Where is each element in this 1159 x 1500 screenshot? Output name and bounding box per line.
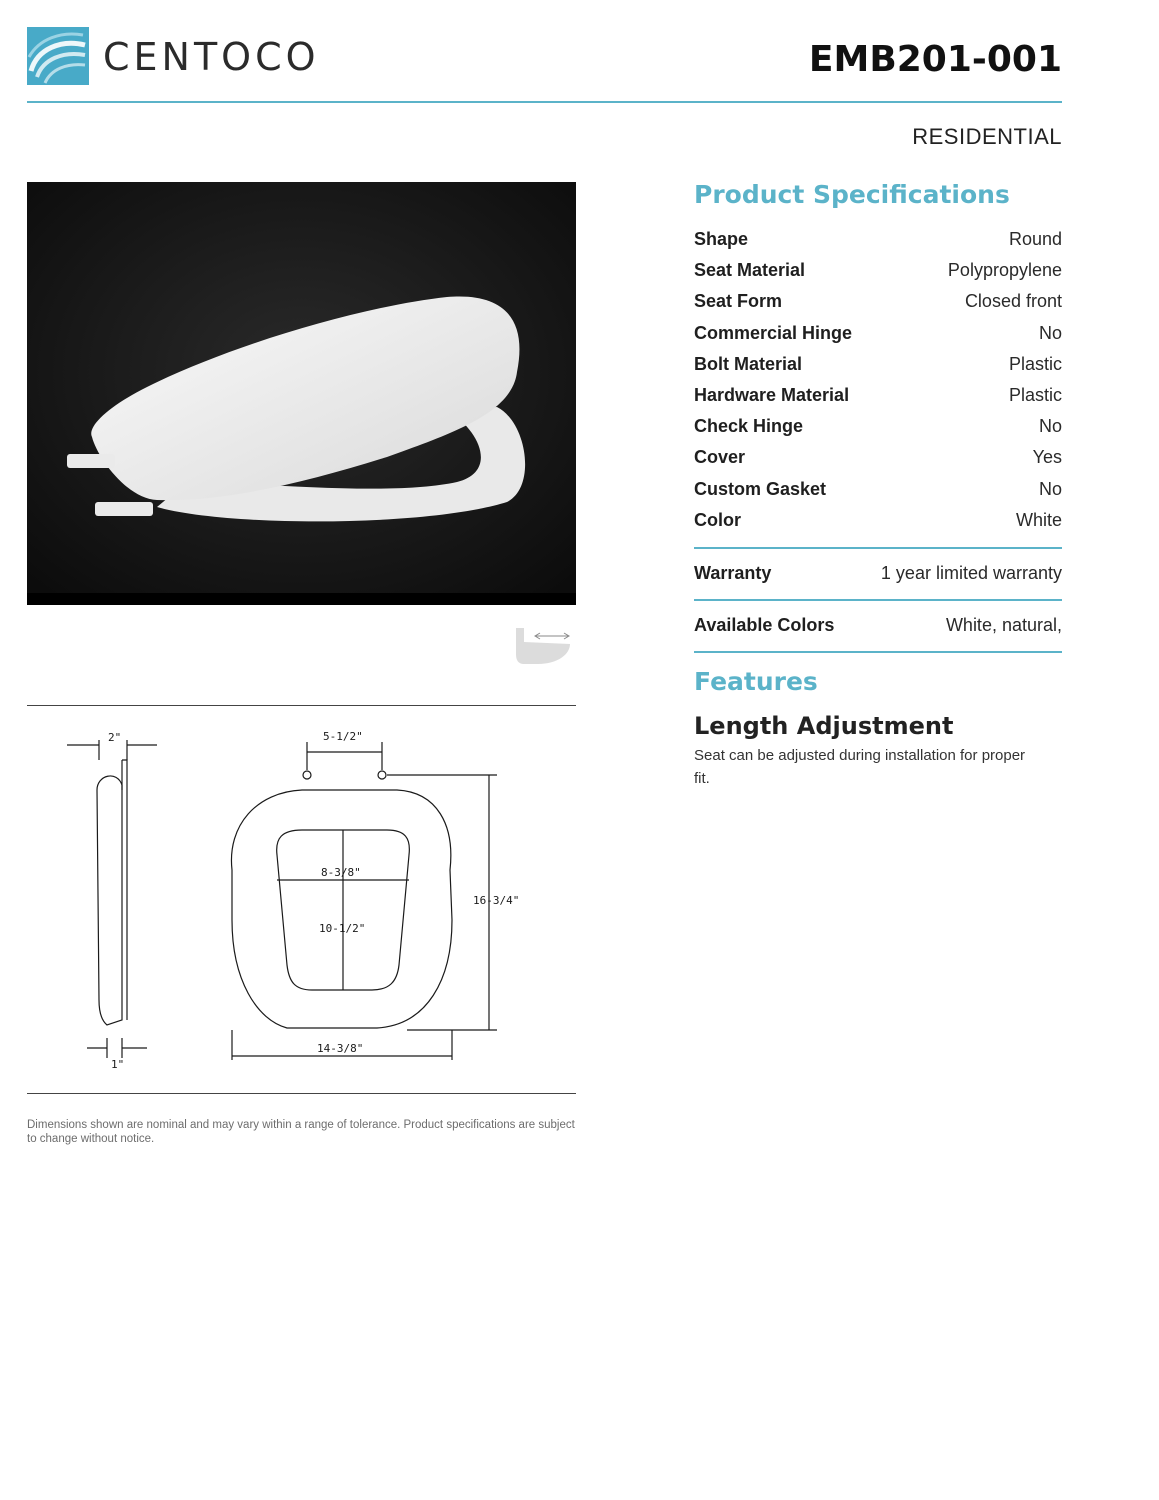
available-colors-label: Available Colors xyxy=(694,615,835,636)
spec-value: Yes xyxy=(1032,447,1062,468)
spec-value: Plastic xyxy=(1008,353,1062,374)
spec-label: Custom Gasket xyxy=(694,478,827,499)
spec-row xyxy=(694,291,1062,322)
specifications-panel xyxy=(694,180,1062,790)
bolt-spacing-label: 5-1/2" xyxy=(323,730,363,743)
spec-value: Round xyxy=(1008,229,1062,249)
feature-heading: Length Adjustment xyxy=(694,711,954,740)
warranty-row xyxy=(694,549,1062,599)
spec-row xyxy=(694,479,1062,510)
spec-list xyxy=(694,229,1062,541)
available-colors-row xyxy=(694,601,1062,651)
spec-row xyxy=(694,323,1062,354)
spec-value: No xyxy=(1038,478,1062,499)
specifications-title: Product Specifications xyxy=(694,180,1010,209)
side-base-label: 1" xyxy=(111,1058,125,1071)
toilet-profile-icon xyxy=(514,624,572,666)
spec-label: Color xyxy=(694,509,741,530)
spec-label: Cover xyxy=(694,447,746,468)
spec-row xyxy=(694,260,1062,291)
product-category: RESIDENTIAL xyxy=(912,124,1062,149)
spec-label: Seat Material xyxy=(694,260,806,281)
spec-row xyxy=(694,385,1062,416)
product-photo xyxy=(27,182,576,605)
overall-width-label: 14-3/8" xyxy=(317,1042,364,1055)
spec-label: Bolt Material xyxy=(694,353,803,374)
spec-label: Shape xyxy=(694,229,749,249)
spec-row xyxy=(694,354,1062,385)
colors-divider xyxy=(694,651,1062,653)
wave-logo-icon xyxy=(27,27,89,85)
disclaimer-text: Dimensions shown are nominal and may vary within a range of tolerance. Product specifications are subject to change without notice. xyxy=(27,1119,575,1145)
page-header xyxy=(27,27,1062,103)
drawing-top-rule xyxy=(27,705,576,706)
spec-row xyxy=(694,447,1062,478)
spec-row xyxy=(694,510,1062,541)
spec-value: Polypropylene xyxy=(947,260,1062,281)
spec-value: Closed front xyxy=(964,291,1062,312)
spec-label: Commercial Hinge xyxy=(694,322,853,343)
spec-value: No xyxy=(1038,322,1062,343)
features-title: Features xyxy=(694,666,818,696)
available-colors-value: White, natural, xyxy=(945,615,1062,636)
brand-name: CENTOCO xyxy=(103,35,320,79)
top-view-seat xyxy=(231,742,497,1060)
spec-value: Plastic xyxy=(1008,384,1062,405)
opening-width-label: 8-3/8" xyxy=(321,866,361,879)
warranty-label: Warranty xyxy=(694,563,772,584)
warranty-value: 1 year limited warranty xyxy=(880,563,1062,584)
opening-length-label: 10-1/2" xyxy=(319,922,366,935)
spec-label: Seat Form xyxy=(694,291,783,312)
side-thickness-label: 2" xyxy=(108,731,122,744)
spec-row xyxy=(694,229,1062,260)
feature-description: Seat can be adjusted during installation for proper fit. xyxy=(694,746,1026,787)
spec-label: Check Hinge xyxy=(694,416,804,437)
overall-length-label: 16-3/4" xyxy=(473,894,520,907)
model-number: EMB201-001 xyxy=(808,39,1062,80)
dimension-drawing xyxy=(27,720,576,1080)
spec-label: Hardware Material xyxy=(694,384,850,405)
spec-row xyxy=(694,416,1062,447)
drawing-bottom-rule xyxy=(27,1093,576,1094)
side-profile-view xyxy=(67,740,157,1058)
spec-value: No xyxy=(1038,416,1062,437)
spec-value: White xyxy=(1015,509,1062,530)
